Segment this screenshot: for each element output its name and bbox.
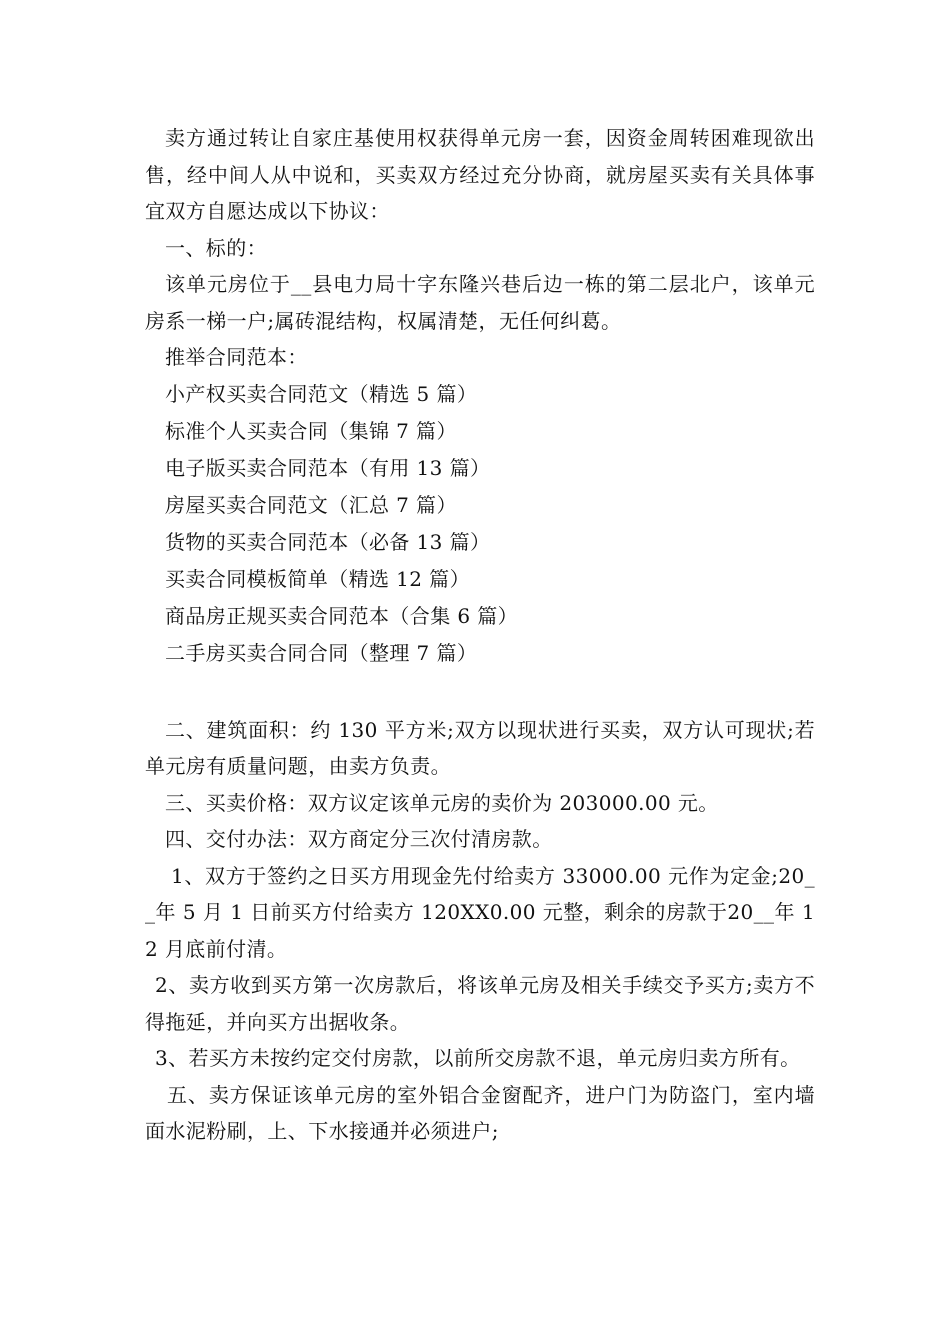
recommended-link[interactable]: 货物的买卖合同范本（必备 13 篇） (165, 529, 491, 554)
recommended-link[interactable]: 房屋买卖合同范文（汇总 7 篇） (165, 492, 457, 517)
price-paragraph: 三、买卖价格：双方议定该单元房的卖价为 203000.00 元。 (165, 790, 719, 815)
guarantee-paragraph: 五、卖方保证该单元房的室外铝合金窗配齐，进户门为防盗门，室内墙面水泥粉刷，上、下水接通并必须进户; (145, 1082, 815, 1143)
recommended-heading: 推举合同范本： (165, 345, 308, 369)
intro-paragraph: 卖方通过转让自家庄基使用权获得单元房一套，因资金周转困难现欲出售，经中间人从中说和，买卖双方经过充分协商，就房屋买卖有关具体事宜双方自愿达成以下协议： (145, 126, 815, 223)
recommended-link[interactable]: 标准个人买卖合同（集锦 7 篇） (165, 418, 457, 443)
area-paragraph: 二、建筑面积：约 130 平方米;双方以现状进行买卖，双方认可现状;若单元房有质量问题，由卖方负责。 (145, 717, 815, 778)
section-heading-subject: 一、标的： (165, 235, 267, 260)
recommended-link[interactable]: 小产权买卖合同范文（精选 5 篇） (165, 381, 478, 406)
recommended-link[interactable]: 电子版买卖合同范本（有用 13 篇） (165, 455, 491, 480)
subject-paragraph: 该单元房位于__县电力局十字东隆兴巷后边一栋的第二层北户，该单元房系一梯一户;属砖混结构，权属清楚，无任何纠葛。 (145, 272, 815, 333)
payment-heading: 四、交付办法：双方商定分三次付清房款。 (165, 827, 553, 851)
spacer (145, 672, 815, 712)
recommended-link[interactable]: 商品房正规买卖合同范本（合集 6 篇） (165, 603, 519, 628)
document-body (145, 120, 815, 1150)
payment-item-2: 2、卖方收到买方第一次房款后，将该单元房及相关手续交予买方;卖方不得拖延，并向买方出据收条。 (145, 973, 815, 1034)
payment-item-1: 1、双方于签约之日买方用现金先付给卖方 33000.00 元作为定金;20__年 5 月 1 日前买方付给卖方 120XX0.00 元整，剩余的房款于20__年 12 月底前付清。 (145, 863, 815, 961)
recommended-link[interactable]: 买卖合同模板简单（精选 12 篇） (165, 566, 470, 591)
payment-item-3: 3、若买方未按约定交付房款，以前所交房款不退，单元房归卖方所有。 (155, 1046, 801, 1070)
recommended-link[interactable]: 二手房买卖合同合同（整理 7 篇） (165, 640, 478, 665)
recommended-list (145, 376, 815, 672)
